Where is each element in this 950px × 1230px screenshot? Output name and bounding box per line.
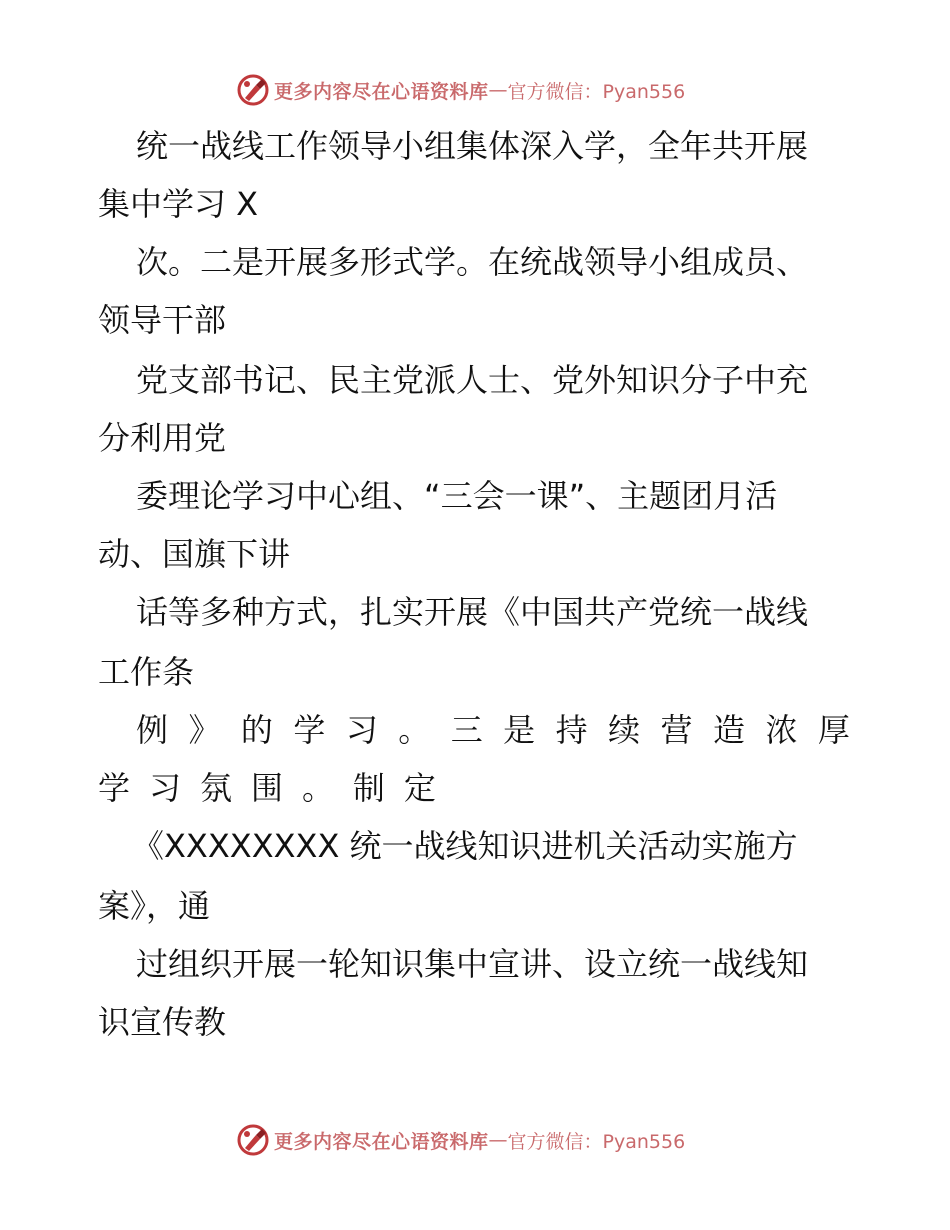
text-line-14: 案》，通: [98, 887, 211, 925]
banner-site-name: 更多内容尽在心语资料库: [274, 1130, 489, 1153]
header-banner: [236, 72, 685, 108]
text-line-12: 学 习 氛 围 。 制 定: [98, 769, 436, 807]
text-line-3: 次。二是开展多形式学。在统战领导小组成员、: [136, 243, 809, 281]
text-line-4: 领导干部: [98, 301, 227, 339]
banner-wechat: 官方微信：Pyan556: [507, 80, 686, 103]
text-line-8: 动、国旗下讲: [98, 535, 291, 573]
banner-wechat: 官方微信：Pyan556: [507, 1130, 686, 1153]
footer-banner: [236, 1122, 685, 1158]
text-line-6: 分利用党: [98, 419, 227, 457]
text-line-13: 《XXXXXXXX 统一战线知识进机关活动实施方: [132, 827, 798, 865]
banner-site-name: 更多内容尽在心语资料库: [274, 80, 489, 103]
banner-separator: —: [488, 79, 508, 101]
text-line-15: 过组织开展一轮知识集中宣讲、设立统一战线知: [136, 945, 809, 983]
logo-icon: [236, 1123, 270, 1157]
text-line-10: 工作条: [98, 653, 195, 691]
text-line-9: 话等多种方式，扎实开展《中国共产党统一战线: [136, 593, 809, 631]
text-line-16: 识宣传教: [98, 1003, 227, 1041]
text-line-7: 委理论学习中心组、“三会一课”、主题团月活: [136, 477, 778, 515]
text-line-2: 集中学习 X: [98, 185, 259, 223]
text-line-1: 统一战线工作领导小组集体深入学，全年共开展: [136, 127, 809, 165]
banner-separator: —: [488, 1129, 508, 1151]
text-line-5: 党支部书记、民主党派人士、党外知识分子中充: [136, 361, 809, 399]
logo-icon: [236, 73, 270, 107]
text-line-11: 例 》 的 学 习 。 三 是 持 续 营 造 浓 厚: [136, 711, 850, 749]
